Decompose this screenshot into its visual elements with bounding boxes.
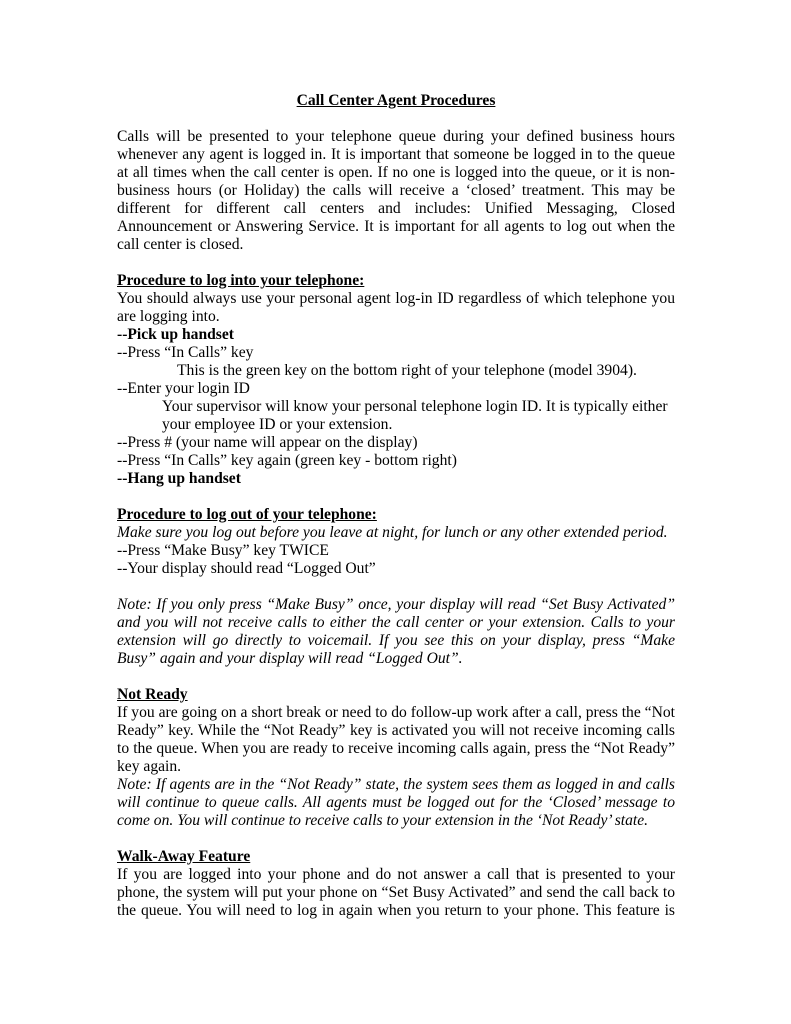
note-line: extension will go directly to voicemail. If you see this on your display, press “Make bbox=[117, 632, 675, 649]
text-line: different for different call centers and includes: Unified Messaging, Closed bbox=[117, 200, 675, 217]
section-heading: Procedure to log out of your telephone: bbox=[117, 506, 377, 523]
text-line: are logging into. bbox=[117, 308, 220, 325]
text-line: If you are going on a short break or need to do follow-up work after a call, press the “Not bbox=[117, 704, 675, 721]
text-line: Calls will be presented to your telephone queue during your defined business hours bbox=[117, 128, 675, 145]
step-line: --Press “Make Busy” key TWICE bbox=[117, 542, 329, 559]
note-line: and you will not receive calls to either the call center or your extension. Calls to your bbox=[117, 614, 675, 631]
text-line: at all times when the call center is open. If no one is logged into the queue, or it is non- bbox=[117, 164, 675, 181]
step-line: --Press “In Calls” key bbox=[117, 344, 254, 361]
step-detail: Your supervisor will know your personal telephone login ID. It is typically either bbox=[162, 398, 668, 415]
note-line: Note: If agents are in the “Not Ready” state, the system sees them as logged in and calls bbox=[117, 776, 675, 793]
login-section bbox=[117, 272, 675, 488]
text-line: Announcement or Answering Service. It is important for all agents to log out when the bbox=[117, 218, 675, 235]
step-line: --Press “In Calls” key again (green key - bottom right) bbox=[117, 452, 457, 469]
text-line: whenever any agent is logged in. It is important that someone be logged in to the queue bbox=[117, 146, 675, 163]
step-detail: This is the green key on the bottom right of your telephone (model 3904). bbox=[177, 362, 637, 379]
step-line: --Hang up handset bbox=[117, 470, 241, 487]
section-heading: Not Ready bbox=[117, 686, 188, 703]
note-line: Busy” again and your display will read “Logged Out”. bbox=[117, 650, 463, 667]
text-line: key again. bbox=[117, 758, 182, 775]
text-line: If you are logged into your phone and do not answer a call that is presented to your bbox=[117, 866, 675, 883]
not-ready-section bbox=[117, 686, 675, 830]
section-heading: Procedure to log into your telephone: bbox=[117, 272, 365, 289]
logout-section bbox=[117, 506, 675, 668]
text-line: call center is closed. bbox=[117, 236, 244, 253]
step-line: --Your display should read “Logged Out” bbox=[117, 560, 376, 577]
walk-away-section bbox=[117, 848, 675, 920]
section-heading: Walk-Away Feature bbox=[117, 848, 251, 865]
text-line: Make sure you log out before you leave at night, for lunch or any other extended period. bbox=[117, 524, 668, 541]
step-line: --Pick up handset bbox=[117, 326, 234, 343]
note-line: come on. You will continue to receive calls to your extension in the ‘Not Ready’ state. bbox=[117, 812, 649, 829]
text-line: to the queue. When you are ready to receive incoming calls again, press the “Not Ready” bbox=[117, 740, 675, 757]
text-line: Ready” key. While the “Not Ready” key is activated you will not receive incoming calls bbox=[117, 722, 675, 739]
text-line: phone, the system will put your phone on “Set Busy Activated” and send the call back to bbox=[117, 884, 675, 901]
document-title: Call Center Agent Procedures bbox=[296, 92, 496, 109]
note-line: will continue to queue calls. All agents must be logged out for the ‘Closed’ message to bbox=[117, 794, 675, 811]
step-line: --Press # (your name will appear on the display) bbox=[117, 434, 418, 451]
text-line: You should always use your personal agent log-in ID regardless of which telephone you bbox=[117, 290, 675, 307]
step-detail: your employee ID or your extension. bbox=[162, 416, 393, 433]
text-line: the queue. You will need to log in again when you return to your phone. This feature is bbox=[117, 902, 675, 919]
step-line: --Enter your login ID bbox=[117, 380, 250, 397]
note-line: Note: If you only press “Make Busy” once, your display will read “Set Busy Activated” bbox=[117, 596, 675, 613]
document-page bbox=[117, 92, 675, 920]
text-line: business hours (or Holiday) the calls will receive a ‘closed’ treatment. This may be bbox=[117, 182, 675, 199]
intro-paragraph bbox=[117, 128, 675, 254]
